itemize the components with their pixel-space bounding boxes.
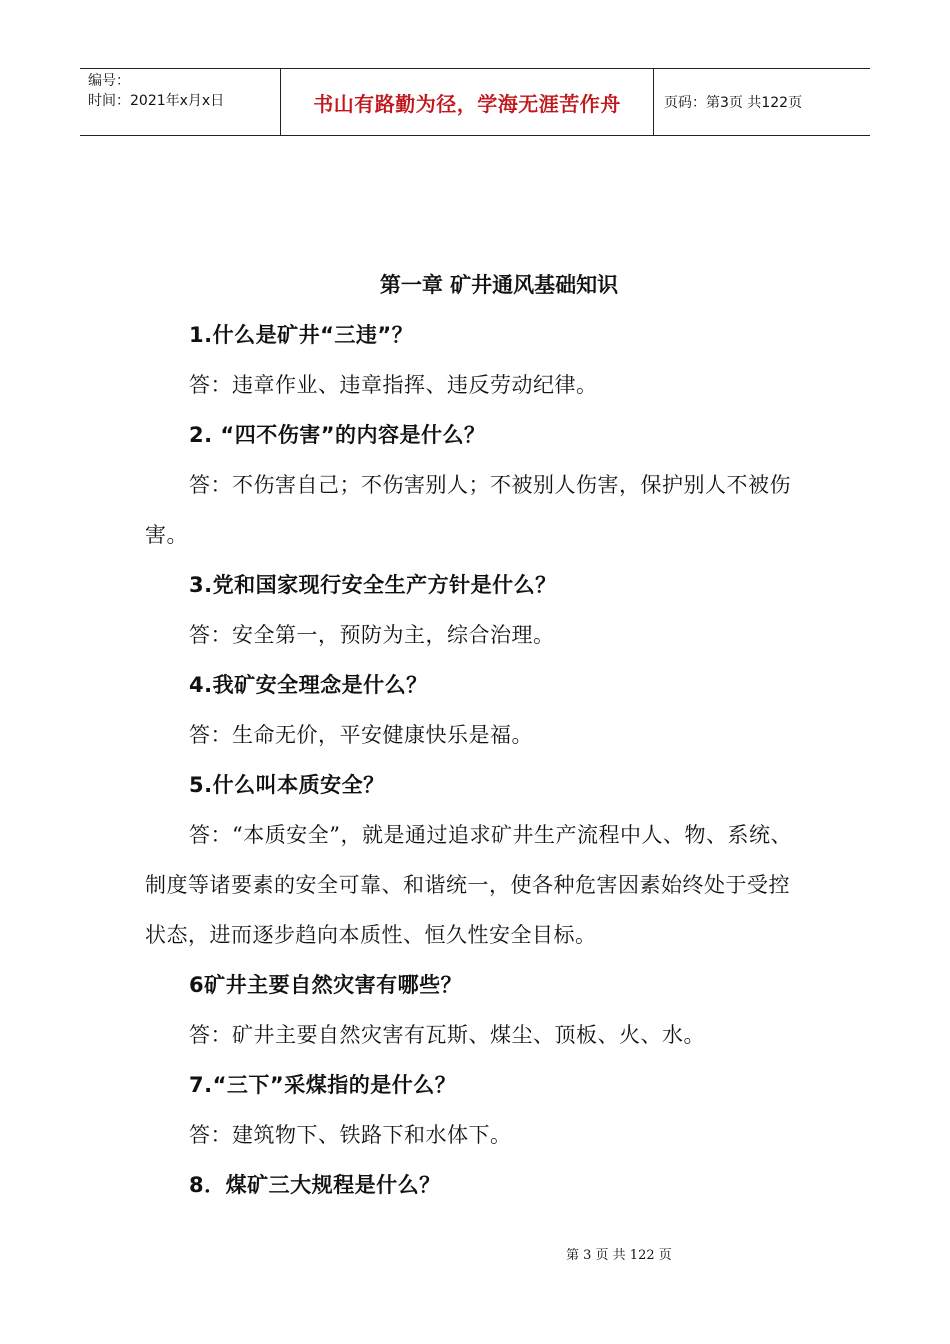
question-paragraph: 6矿井主要自然灾害有哪些？ — [189, 973, 463, 997]
question-paragraph: 5.什么叫本质安全？ — [189, 773, 385, 797]
question-paragraph: 1.什么是矿井“三违”？ — [189, 323, 414, 347]
question-paragraph: 7.“三下”采煤指的是什么？ — [189, 1073, 457, 1097]
header-motto-cell — [281, 69, 654, 135]
question-paragraph: 4.我矿安全理念是什么？ — [189, 673, 428, 697]
qa-list — [145, 310, 805, 1210]
answer-paragraph: 答：安全第一，预防为主，综合治理。 — [189, 623, 555, 647]
answer-paragraph: 答：“本质安全”，就是通过追求矿井生产流程中人、物、系统、制度等诸要素的安全可靠、和谐统一，使各种危害因素始终处于受控状态，进而逐步趋向本质性、恒久性安全目标。 — [145, 823, 792, 947]
chapter-title: 第一章 矿井通风基础知识 — [379, 273, 619, 297]
motto-text: 书山有路勤为径，学海无涯苦作舟 — [313, 91, 621, 116]
date-label: 时间：2021年x月x日 — [88, 93, 225, 109]
document-body — [145, 260, 805, 1210]
question-paragraph: 8．煤矿三大规程是什么？ — [189, 1173, 441, 1197]
answer-paragraph: 答：不伤害自己；不伤害别人；不被别人伤害，保护别人不被伤害。 — [145, 473, 791, 547]
answer-paragraph: 答：生命无价，平安健康快乐是福。 — [189, 723, 533, 747]
page-label: 页码：第3页 共122页 — [664, 95, 803, 111]
header-info-cell — [80, 69, 281, 135]
number-label: 编号： — [88, 73, 130, 89]
answer-paragraph: 答：矿井主要自然灾害有瓦斯、煤尘、顶板、火、水。 — [189, 1023, 705, 1047]
question-paragraph: 2. “四不伤害”的内容是什么？ — [189, 423, 486, 447]
document-header — [80, 68, 870, 136]
header-page-cell — [654, 69, 870, 135]
question-paragraph: 3.党和国家现行安全生产方针是什么？ — [189, 573, 557, 597]
footer-page-number: 第 3 页 共 122 页 — [566, 1248, 672, 1263]
answer-paragraph: 答：建筑物下、铁路下和水体下。 — [189, 1123, 512, 1147]
answer-paragraph: 答：违章作业、违章指挥、违反劳动纪律。 — [189, 373, 598, 397]
